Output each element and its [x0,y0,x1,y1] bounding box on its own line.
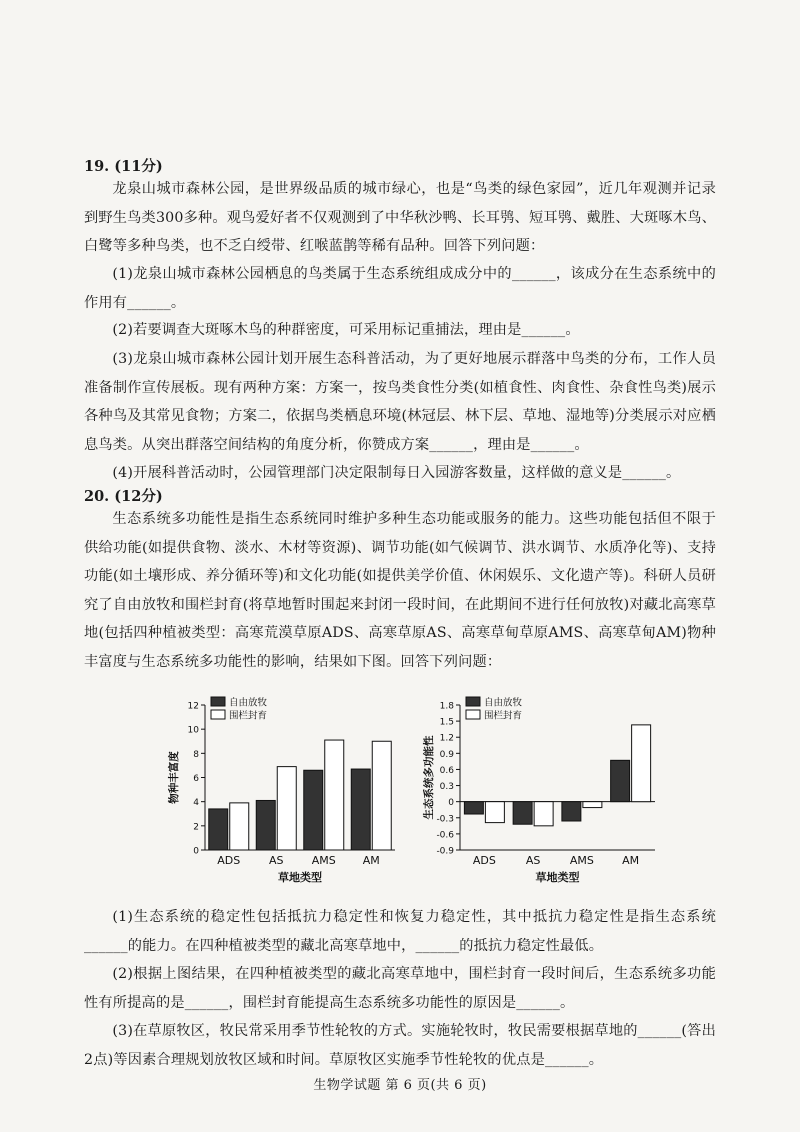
chart2-y-tick-label: 1.2 [439,733,454,744]
chart1-bar [304,770,323,850]
chart1-y-tick-label: 2 [193,822,199,833]
q20-header: 20. (12分) [84,488,163,505]
chart2-y-tick-label: 1.5 [439,717,454,728]
chart1-legend-label: 自由放牧 [229,697,268,709]
chart2-y-tick-label: -0.6 [436,830,454,841]
chart1-legend-swatch [211,710,225,719]
chart2-y-tick-label: 0.6 [439,765,454,776]
chart2-bar [583,802,602,808]
chart1-bar [277,767,296,850]
chart1-x-tick-label: ADS [217,854,241,867]
chart1-y-tick-label: 0 [193,846,199,857]
chart1-y-tick-label: 6 [193,774,199,784]
q20-part3: (3)在草原牧区，牧民常采用季节性轮牧的方式。实施轮牧时，牧民需要根据草地的______(答出2点)等因素合理规划放牧区域和时间。草原牧区实施季节性轮牧的优点是______。 [84,1023,716,1068]
chart1-bar [372,741,391,850]
chart2-x-label: 草地类型 [535,871,580,884]
chart2-x-tick-label: AS [525,854,541,867]
chart2-legend-label: 围栏封育 [484,710,523,722]
q19-header: 19. (11分) [84,158,163,175]
chart2-legend-label: 自由放牧 [484,697,523,709]
q20-intro: 生态系统多功能性是指生态系统同时维护多种生态功能或服务的能力。这些功能包括但不限于供给功能(如提供食物、淡水、木材等资源)、调节功能(如气候调节、洪水调节、水质净化等)、支持功能(如土壤形成、养分循环等)和文化功能(如提供美学价值、休闲娱乐、文化遗产等)。科研人员研究了自由放牧和围栏封育(将草地暂时围起来封闭一段时间，在此期间不进行任何放牧)对藏北高寒草地(包括四种植被类型：高寒荒漠草原ADS、高寒草原AS、高寒草甸草原AMS、高寒草甸AM)物种丰富度与生态系统多功能性的影响，结果如下图。回答下列问题： [84,511,716,670]
chart1-bar [209,809,228,850]
chart1-x-tick-label: AS [268,854,284,867]
chart1-y-tick-label: 12 [187,701,199,712]
chart2-bar [513,802,532,825]
chart2-bar [632,725,651,802]
chart1-x-tick-label: AMS [311,854,336,867]
chart1-bar [351,769,370,850]
bar-charts [150,693,670,893]
chart2-bar [534,802,553,826]
q20-part2: (2)根据上图结果，在四种植被类型的藏北高寒草地中，围栏封育一段时间后，生态系统多功能性有所提高的是______，围栏封育能提高生态系统多功能性的原因是______。 [84,966,716,1011]
chart2-x-tick-label: AM [622,854,640,867]
q19-intro: 龙泉山城市森林公园，是世界级品质的城市绿心，也是“鸟类的绿色家园”，近几年观测并记录到野生鸟类300多种。观鸟爱好者不仅观测到了中华秋沙鸭、长耳鸮、短耳鸮、戴胜、大斑啄木鸟、白鹭等多种鸟类，也不乏白绶带、红喉蓝鹊等稀有品种。回答下列问题： [84,181,716,254]
chart2-legend-swatch [466,710,480,719]
chart2-y-tick-label: -0.3 [436,814,454,825]
chart1-y-label: 物种丰富度 [168,751,180,804]
chart2-y-label: 生态系统多功能性 [423,735,435,820]
chart1-bar [230,803,249,850]
chart2-y-tick-label: 0.3 [439,782,454,793]
q19-part1: (1)龙泉山城市森林公园栖息的鸟类属于生态系统组成成分中的______，该成分在生态系统中的作用有______。 [84,266,716,311]
chart2-y-tick-label: 0.9 [439,749,454,760]
chart1-y-tick-label: 10 [187,725,199,736]
q19-part2: (2)若要调查大斑啄木鸟的种群密度，可采用标记重捕法，理由是______。 [112,322,580,338]
q19-part4: (4)开展科普活动时，公园管理部门决定限制每日入园游客数量，这样做的意义是______。 [112,465,681,481]
chart1-bar [325,740,344,850]
chart1-x-label: 草地类型 [278,871,322,884]
chart2-bar [611,760,630,801]
chart1-legend-swatch [211,697,225,706]
chart2-bar [562,802,581,821]
chart2-legend-swatch [466,697,480,706]
chart1-y-tick-label: 4 [193,798,199,809]
chart2-bar [485,802,504,823]
chart2-y-tick-label: -0.9 [436,846,454,857]
chart1-bar [256,800,275,850]
chart2-x-tick-label: AMS [569,854,594,867]
chart2-y-tick-label: 1.8 [439,701,454,712]
q20-part1: (1)生态系统的稳定性包括抵抗力稳定性和恢复力稳定性，其中抵抗力稳定性是指生态系统______的能力。在四种植被类型的藏北高寒草地中，______的抵抗力稳定性最低。 [84,909,716,954]
chart2-y-tick-label: 0 [448,798,454,809]
chart1-x-tick-label: AM [362,854,380,867]
chart1-legend-label: 围栏封育 [229,710,268,722]
chart2-bar [464,802,483,814]
q19-part3: (3)龙泉山城市森林公园计划开展生态科普活动，为了更好地展示群落中鸟类的分布，工作人员准备制作宣传展板。现有两种方案：方案一，按鸟类食性分类(如植食性、肉食性、杂食性鸟类)展示各种鸟及其常见食物；方案二，依据鸟类栖息环境(林冠层、林下层、草地、湿地等)分类展示对应栖息鸟类。从突出群落空间结构的角度分析，你赞成方案______，理由是______。 [84,351,716,453]
chart1-y-tick-label: 8 [193,749,199,760]
charts-figure [150,693,670,893]
chart2-x-tick-label: ADS [472,854,496,867]
page-footer: 生物学试题 第 6 页(共 6 页) [313,1078,487,1093]
